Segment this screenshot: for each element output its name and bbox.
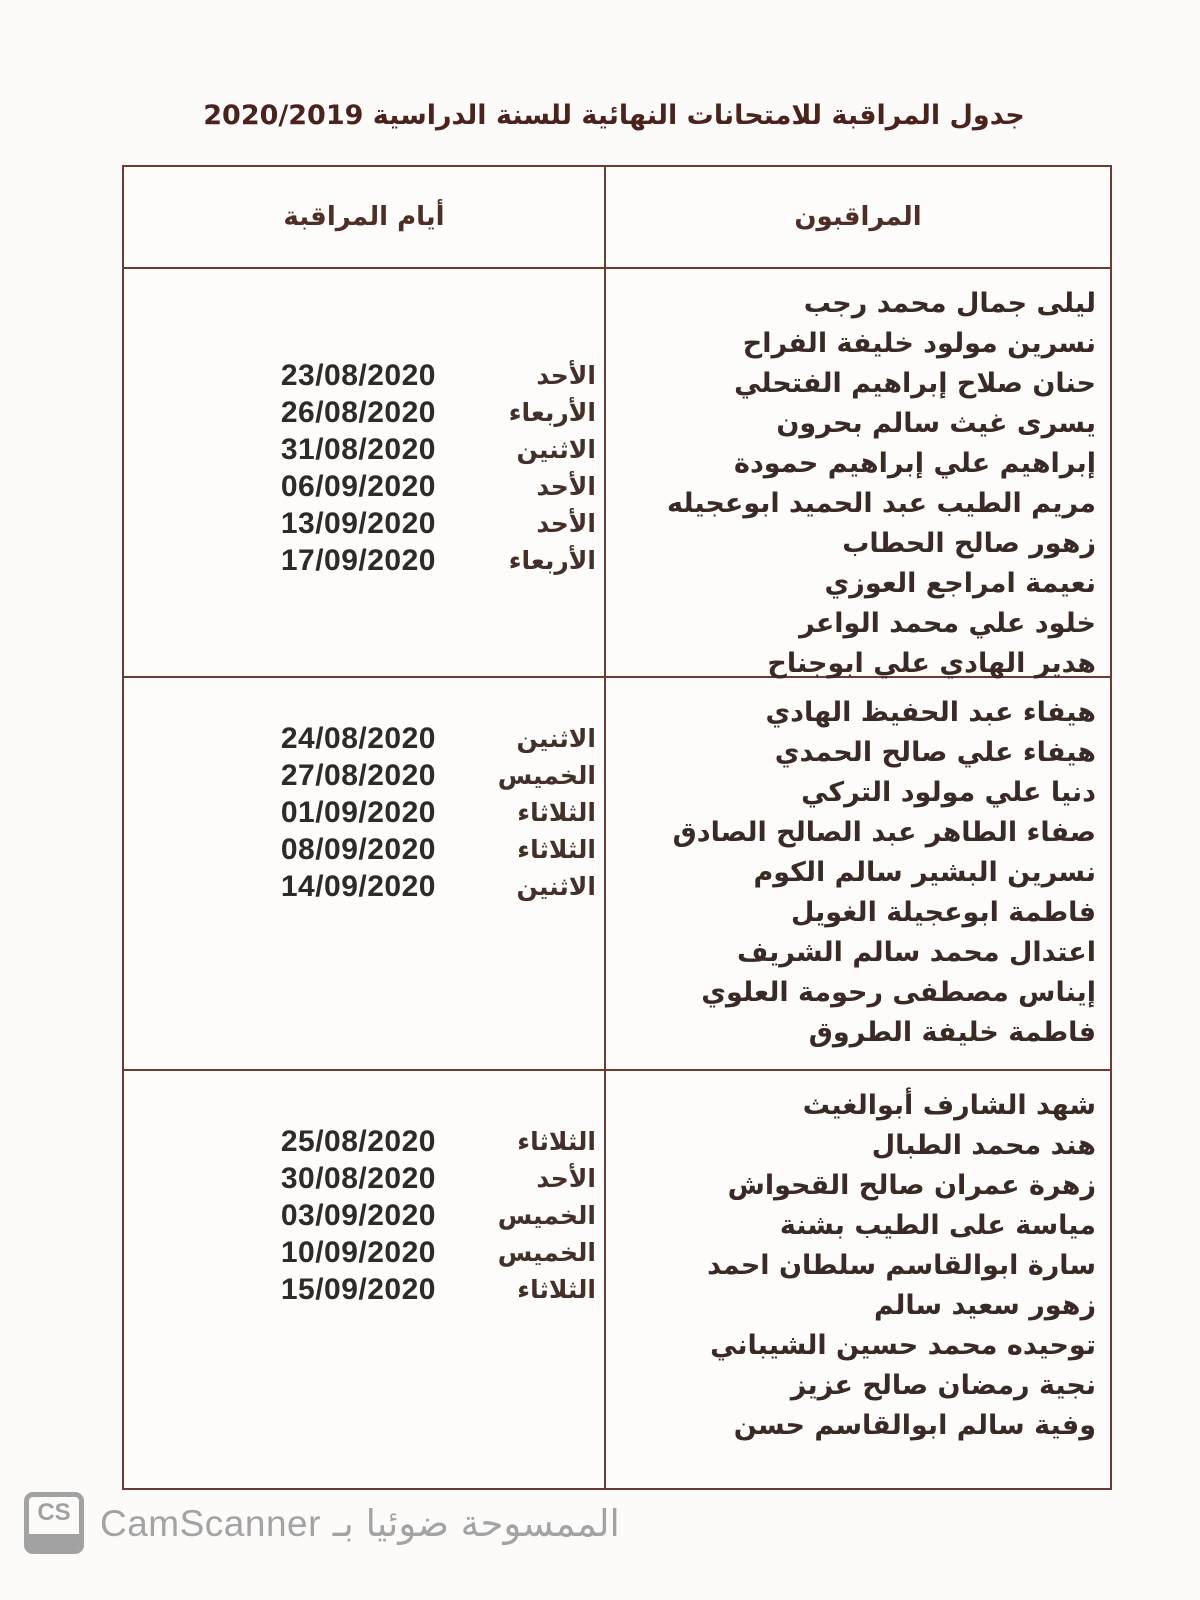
invigilator-name: دنيا علي مولود التركي [801, 777, 1096, 808]
invigilation-day: الثلاثاء [517, 1127, 596, 1156]
invigilator-name: وفية سالم ابوالقاسم حسن [733, 1410, 1096, 1441]
invigilation-day: الاثنين [516, 435, 596, 464]
camscanner-cs-icon [24, 1492, 84, 1554]
invigilator-name: اعتدال محمد سالم الشريف [736, 937, 1096, 968]
invigilation-day: الأحد [536, 1164, 596, 1193]
invigilator-name: هيفاء علي صالح الحمدي [774, 737, 1096, 768]
invigilation-date: 24/08/2020 [280, 721, 436, 755]
invigilator-name: زهرة عمران صالح القحواش [727, 1170, 1096, 1201]
cs-logo-letters: CS [37, 1499, 71, 1526]
invigilator-name: هند محمد الطبال [871, 1130, 1096, 1161]
invigilator-name: حنان صلاح إبراهيم الفتحلي [734, 368, 1096, 399]
invigilation-date: 13/09/2020 [280, 506, 436, 540]
invigilation-date: 08/09/2020 [280, 832, 436, 866]
invigilation-day: الخميس [497, 1201, 596, 1230]
days-cell [124, 269, 606, 676]
invigilator-name: نسرين البشير سالم الكوم [753, 857, 1096, 888]
invigilation-day: الخميس [497, 761, 596, 790]
invigilator-name: هيفاء عبد الحفيظ الهادي [765, 697, 1096, 728]
invigilation-schedule-table [122, 165, 1112, 1490]
schedule-line [124, 394, 604, 431]
schedule-line [124, 794, 604, 831]
invigilator-list [606, 678, 1110, 1053]
invigilation-date: 15/09/2020 [280, 1272, 436, 1306]
schedule-line [124, 542, 604, 579]
invigilator-name: فاطمة خليفة الطروق [808, 1017, 1096, 1048]
invigilator-name: ليلى جمال محمد رجب [803, 288, 1096, 319]
invigilation-date: 10/09/2020 [280, 1235, 436, 1269]
invigilator-name: توحيده محمد حسين الشيباني [710, 1330, 1096, 1361]
invigilation-day: الأربعاء [508, 398, 596, 427]
invigilation-day: الأحد [536, 361, 596, 390]
invigilation-date: 06/09/2020 [280, 469, 436, 503]
invigilators-cell [606, 678, 1110, 1069]
schedule-list [124, 269, 604, 579]
invigilation-date: 01/09/2020 [280, 795, 436, 829]
invigilation-date: 17/09/2020 [280, 543, 436, 577]
invigilation-day: الاثنين [516, 724, 596, 753]
days-cell [124, 1071, 606, 1488]
invigilation-day: الثلاثاء [517, 835, 596, 864]
schedule-line [124, 505, 604, 542]
invigilator-name: مريم الطيب عبد الحميد ابوعجيله [667, 488, 1096, 519]
invigilator-name: خلود علي محمد الواعر [799, 608, 1096, 639]
invigilation-day: الثلاثاء [517, 798, 596, 827]
schedule-list [124, 1071, 604, 1308]
camscanner-watermark [24, 1492, 620, 1554]
invigilator-name: فاطمة ابوعجيلة الغويل [791, 897, 1096, 928]
invigilation-day: الأحد [536, 472, 596, 501]
schedule-line [124, 1160, 604, 1197]
invigilator-name: صفاء الطاهر عبد الصالح الصادق [672, 817, 1096, 848]
invigilation-date: 23/08/2020 [280, 358, 436, 392]
schedule-line [124, 1271, 604, 1308]
invigilators-cell [606, 1071, 1110, 1488]
invigilation-day: الأربعاء [508, 546, 596, 575]
days-cell [124, 678, 606, 1069]
table-header-row [124, 167, 1110, 269]
invigilator-name: نجية رمضان صالح عزيز [790, 1370, 1096, 1401]
invigilation-day: الثلاثاء [517, 1275, 596, 1304]
invigilation-date: 14/09/2020 [280, 869, 436, 903]
invigilator-list [606, 1071, 1110, 1446]
invigilator-name: زهور سعيد سالم [874, 1290, 1096, 1321]
invigilation-date: 30/08/2020 [280, 1161, 436, 1195]
invigilation-date: 03/09/2020 [280, 1198, 436, 1232]
invigilator-name: زهور صالح الحطاب [842, 528, 1096, 559]
invigilator-name: يسرى غيث سالم بحرون [776, 408, 1096, 439]
invigilator-name: شهد الشارف أبوالغيث [802, 1090, 1096, 1121]
invigilator-name: مياسة على الطيب بشنة [779, 1210, 1096, 1241]
invigilation-date: 27/08/2020 [280, 758, 436, 792]
invigilator-name: هدير الهادي علي ابوجناح [767, 648, 1096, 679]
table-row [124, 269, 1110, 678]
invigilator-name: نعيمة امراجع العوزي [824, 568, 1096, 599]
column-header-invigilators: المراقبون [794, 202, 922, 232]
schedule-line [124, 431, 604, 468]
invigilator-name: نسرين مولود خليفة الفراح [742, 328, 1096, 359]
watermark-text [100, 1502, 620, 1545]
schedule-line [124, 757, 604, 794]
invigilation-day: الاثنين [516, 872, 596, 901]
document-title: جدول المراقبة للامتحانات النهائية للسنة الدراسية 2020/2019 [203, 100, 1025, 131]
invigilator-name: سارة ابوالقاسم سلطان احمد [707, 1250, 1096, 1281]
schedule-line [124, 357, 604, 394]
schedule-line [124, 1197, 604, 1234]
invigilation-day: الخميس [497, 1238, 596, 1267]
schedule-line [124, 720, 604, 757]
invigilator-name: إبراهيم علي إبراهيم حمودة [734, 448, 1096, 479]
table-body [124, 269, 1110, 1488]
camscanner-brand: CamScanner [100, 1502, 321, 1544]
invigilation-date: 26/08/2020 [280, 395, 436, 429]
invigilation-date: 25/08/2020 [280, 1124, 436, 1158]
schedule-list [124, 678, 604, 905]
invigilation-date: 31/08/2020 [280, 432, 436, 466]
scanned-by-label: الممسوحة ضوئيا بـ [332, 1501, 620, 1545]
invigilator-list [606, 269, 1110, 684]
schedule-line [124, 468, 604, 505]
column-header-days: أيام المراقبة [124, 167, 606, 267]
schedule-line [124, 831, 604, 868]
table-row [124, 1071, 1110, 1488]
schedule-line [124, 1123, 604, 1160]
invigilator-name: إيناس مصطفى رحومة العلوي [701, 977, 1096, 1008]
invigilation-day: الأحد [536, 509, 596, 538]
schedule-line [124, 868, 604, 905]
table-row [124, 678, 1110, 1071]
schedule-line [124, 1234, 604, 1271]
invigilators-cell [606, 269, 1110, 679]
